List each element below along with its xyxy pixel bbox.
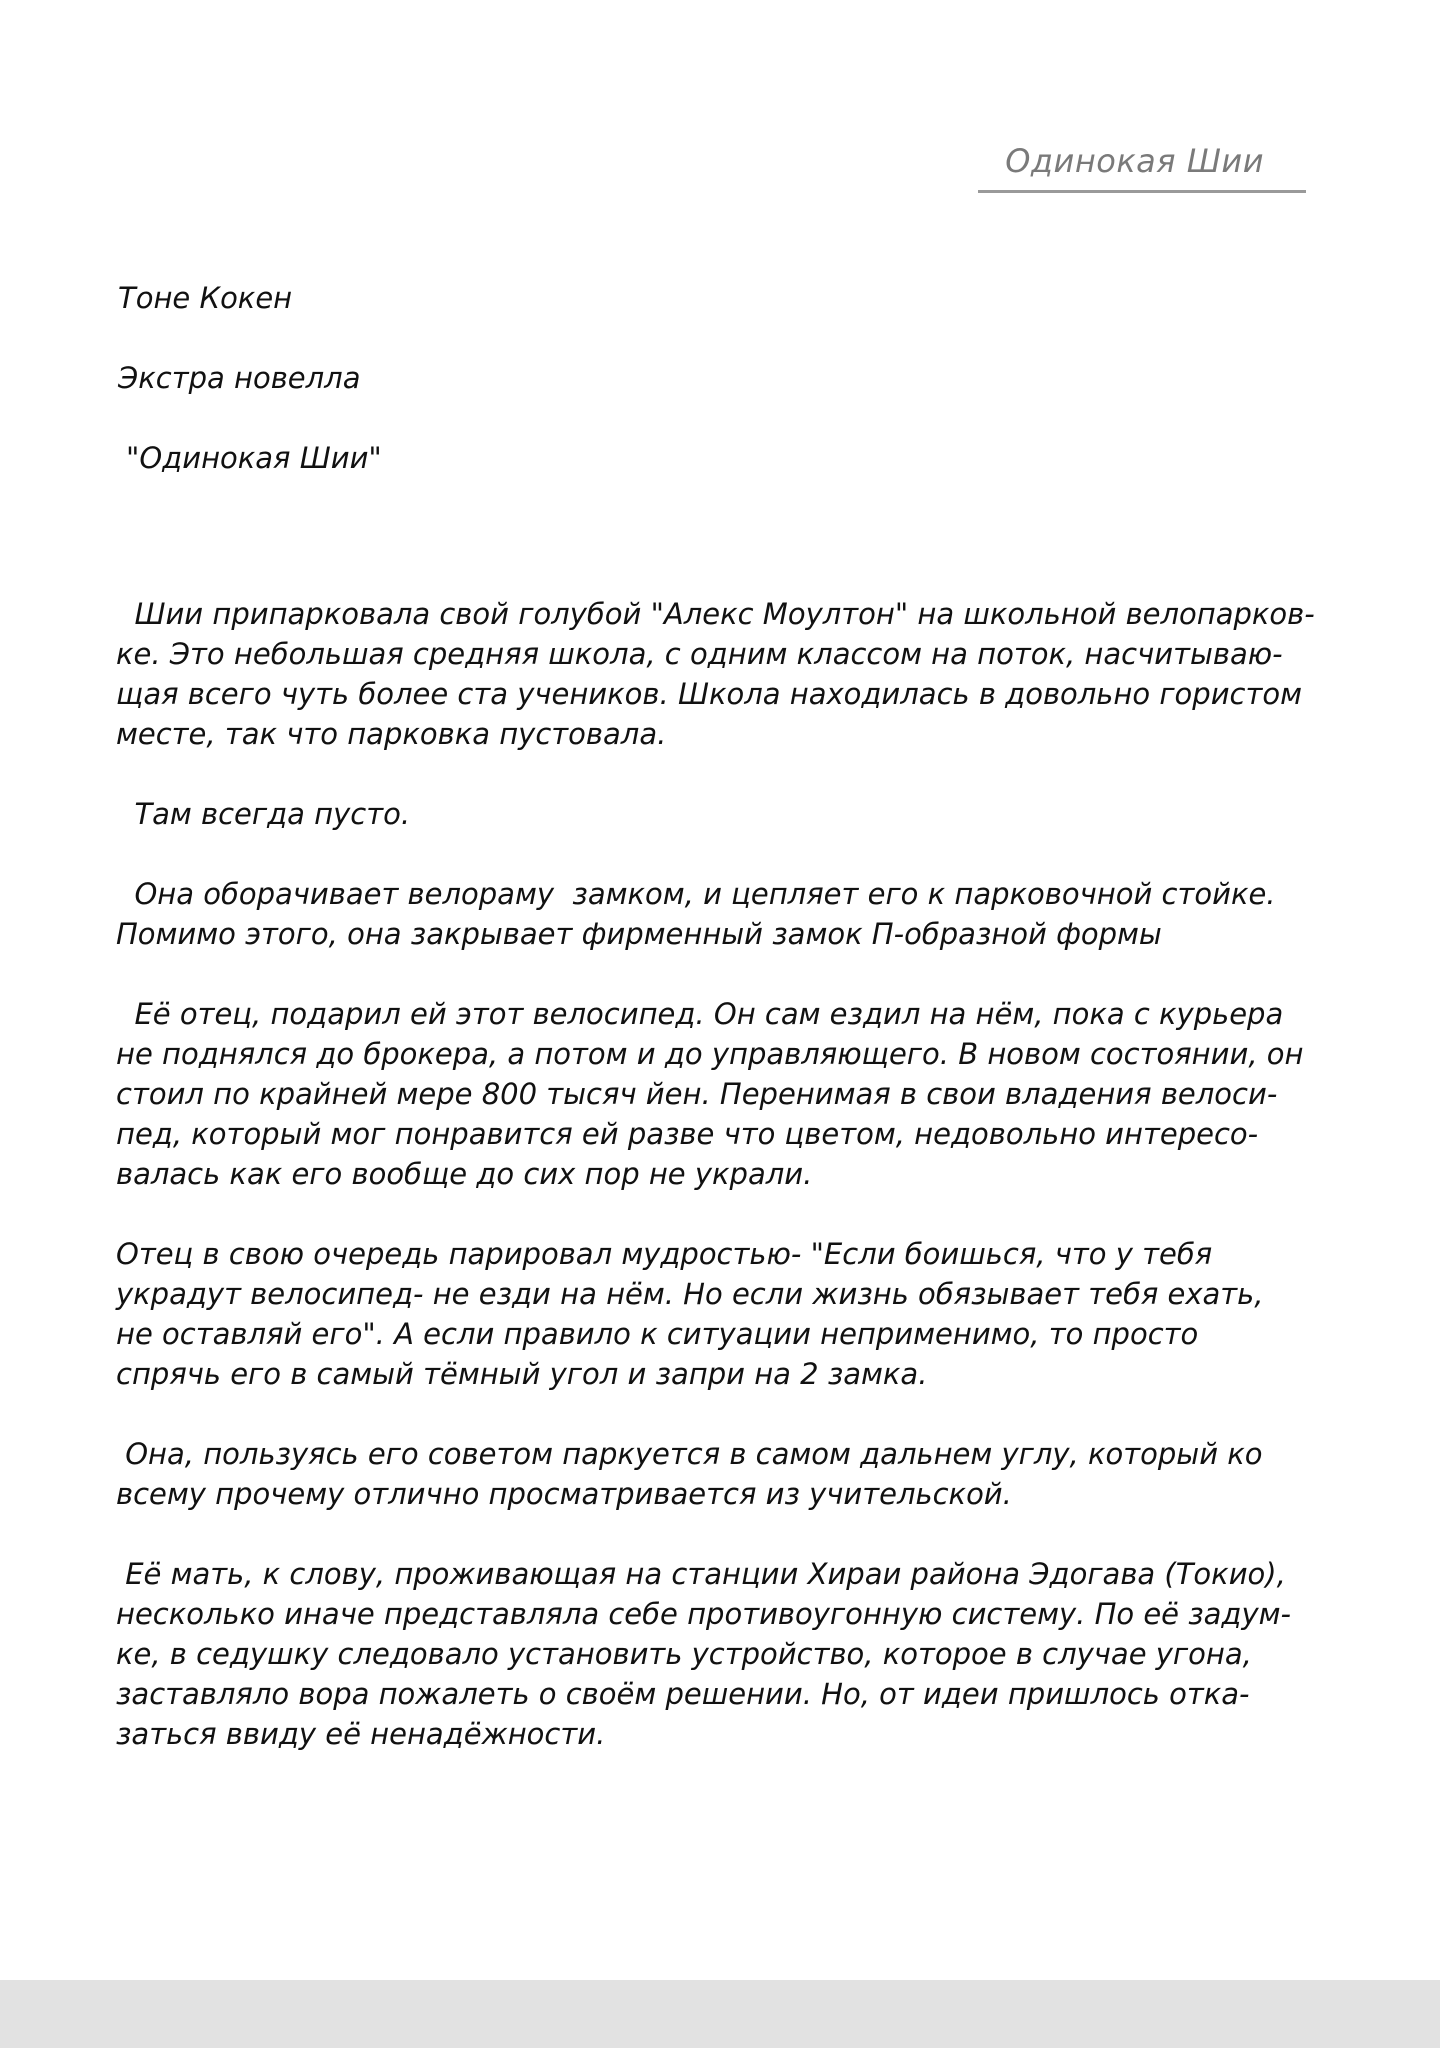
header-rule bbox=[978, 190, 1306, 193]
work-title: "Одинокая Шии" bbox=[126, 441, 382, 475]
paragraph-1: Шии припарковала свой голубой "Алекс Моултон" на школьной велопарков- ке. Это небольшая средняя школа, с одним классом на поток, насчитываю- щая всего чуть более ста учеников. Школа находилась в довольно гористом месте, так что парковка пустовала. bbox=[116, 597, 1315, 751]
paragraph-5: Отец в свою очередь парировал мудростью- "Если боишься, что у тебя украдут велосипед- не езди на нём. Но если жизнь обязывает тебя ехать, не оставляй его". А если правило к ситуации неприменимо, то просто спрячь его в самый тёмный угол и запри на 2 замка. bbox=[116, 1237, 1264, 1391]
front-matter bbox=[118, 278, 382, 478]
paragraph-3: Она оборачивает велораму замком, и цепляет его к парковочной стойке. Помимо этого, она закрывает фирменный замок П-образной формы bbox=[116, 877, 1276, 951]
paragraph-2: Там всегда пусто. bbox=[116, 797, 411, 831]
work-type: Экстра новелла bbox=[118, 361, 361, 395]
story-body bbox=[116, 594, 1326, 1794]
paragraph-4: Её отец, подарил ей этот велосипед. Он сам ездил на нём, пока с курьера не поднялся до брокера, а потом и до управляющего. В новом состоянии, он стоил по крайней мере 800 тысяч йен. Перенимая в свои владения велоси- пед, который мог понравится ей разве что цветом, недовольно интересо- валась как его вообще до сих пор не украли. bbox=[116, 997, 1304, 1191]
author-name: Тоне Кокен bbox=[118, 281, 293, 315]
paragraph-6: Она, пользуясь его советом паркуется в самом дальнем углу, который ко всему прочему отлично просматривается из учительской. bbox=[116, 1437, 1263, 1511]
paragraph-7: Её мать, к слову, проживающая на станции Хираи района Эдогава (Токио), несколько иначе представляла себе противоугонную систему. По её задум- ке, в седушку следовало установить устройство, которое в случае угона, заставляло вора пожалеть о своём решении. Но, от идеи пришлось отка- заться ввиду её ненадёжности. bbox=[116, 1557, 1291, 1751]
page-footer-band bbox=[0, 1980, 1440, 2048]
running-header-title: Одинокая Шии bbox=[1005, 142, 1264, 180]
